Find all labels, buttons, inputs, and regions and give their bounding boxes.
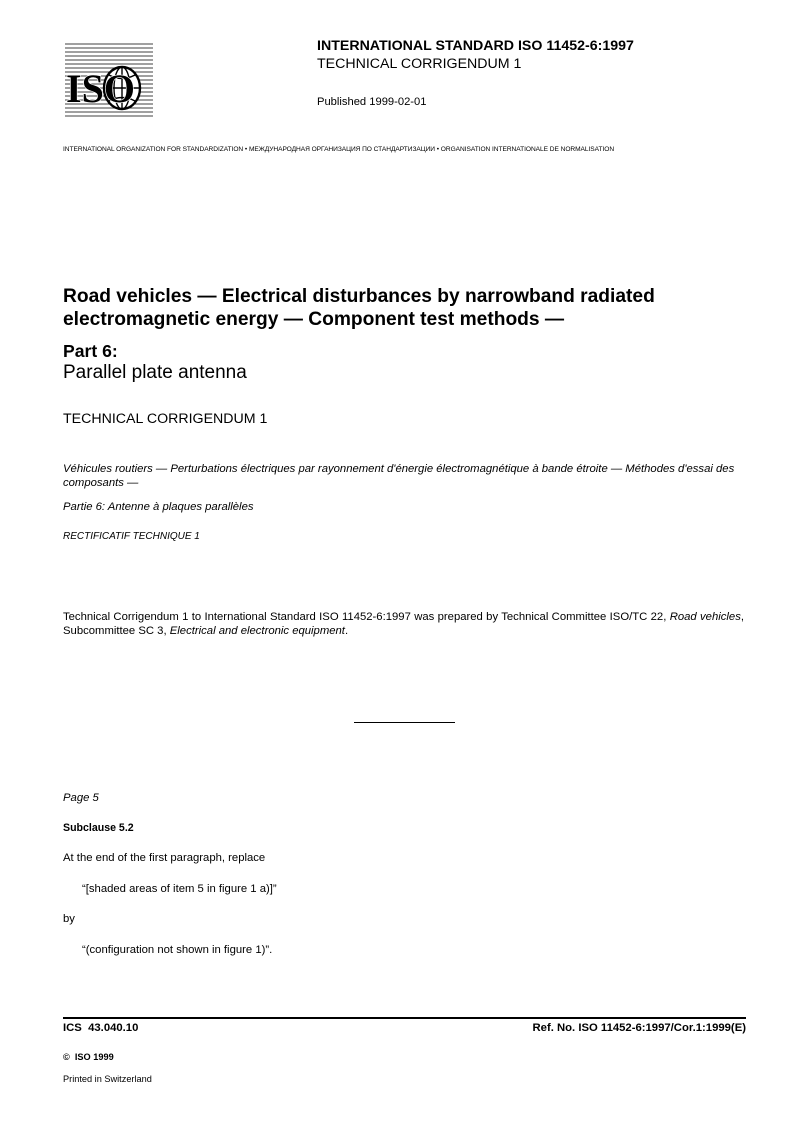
corrigendum-label: TECHNICAL CORRIGENDUM 1 — [317, 56, 522, 72]
foreword-end: . — [344, 624, 349, 637]
section-divider — [354, 722, 455, 723]
document-title: Road vehicles — Electrical disturbances by narrowband radiated electromagnetic energy — Component test methods — — [63, 286, 655, 330]
foreword-lead: Technical Corrigendum 1 to International Standard ISO 11452-6:1997 was prepared by Technical Committee ISO/TC 22, — [63, 611, 667, 623]
title-corrigendum: TECHNICAL CORRIGENDUM 1 — [63, 411, 268, 427]
instruction-text: At the end of the first paragraph, replace — [63, 852, 266, 864]
printed-location: Printed in Switzerland — [63, 1074, 152, 1084]
organization-line: INTERNATIONAL ORGANIZATION FOR STANDARDIZATION • МЕЖДУНАРОДНАЯ ОРГАНИЗАЦИЯ ПО СТАНДАРТИЗАЦИИ • ORGANISATION INTERNATIONALE DE NORMALISATION — [63, 146, 615, 153]
part-title: Parallel plate antenna — [63, 362, 247, 383]
reference-number: Ref. No. ISO 11452-6:1997/Cor.1:1999(E) — [532, 1022, 746, 1034]
page-reference: Page 5 — [63, 792, 99, 804]
published-date: Published 1999-02-01 — [317, 96, 427, 108]
foreword-paragraph — [63, 611, 744, 638]
iso-logo — [63, 42, 155, 120]
logo-text: ISO — [66, 66, 135, 111]
standard-title: INTERNATIONAL STANDARD ISO 11452-6:1997 — [317, 38, 634, 54]
ics-code: ICS 43.040.10 — [63, 1022, 139, 1034]
foreword-mid: , Subcommittee SC 3, — [63, 611, 744, 637]
replaced-text: “[shaded areas of item 5 in figure 1 a)]” — [82, 883, 277, 895]
french-title: Véhicules routiers — Perturbations électriques par rayonnement d'énergie électromagnétique à bande étroite — Méthodes d'essai des composants — — [63, 463, 735, 489]
french-part: Partie 6: Antenne à plaques parallèles — [63, 501, 254, 513]
subcommittee-name: Electrical and electronic equipment — [169, 624, 345, 637]
copyright-notice: © ISO 1999 — [63, 1052, 114, 1062]
committee-name: Road vehicles — [669, 611, 741, 623]
replacement-text: “(configuration not shown in figure 1)”. — [82, 944, 273, 956]
part-label: Part 6: — [63, 341, 118, 361]
subclause-heading: Subclause 5.2 — [63, 822, 134, 834]
footer-rule — [63, 1017, 746, 1019]
french-rectificatif: RECTIFICATIF TECHNIQUE 1 — [63, 531, 200, 542]
by-text: by — [63, 913, 75, 925]
